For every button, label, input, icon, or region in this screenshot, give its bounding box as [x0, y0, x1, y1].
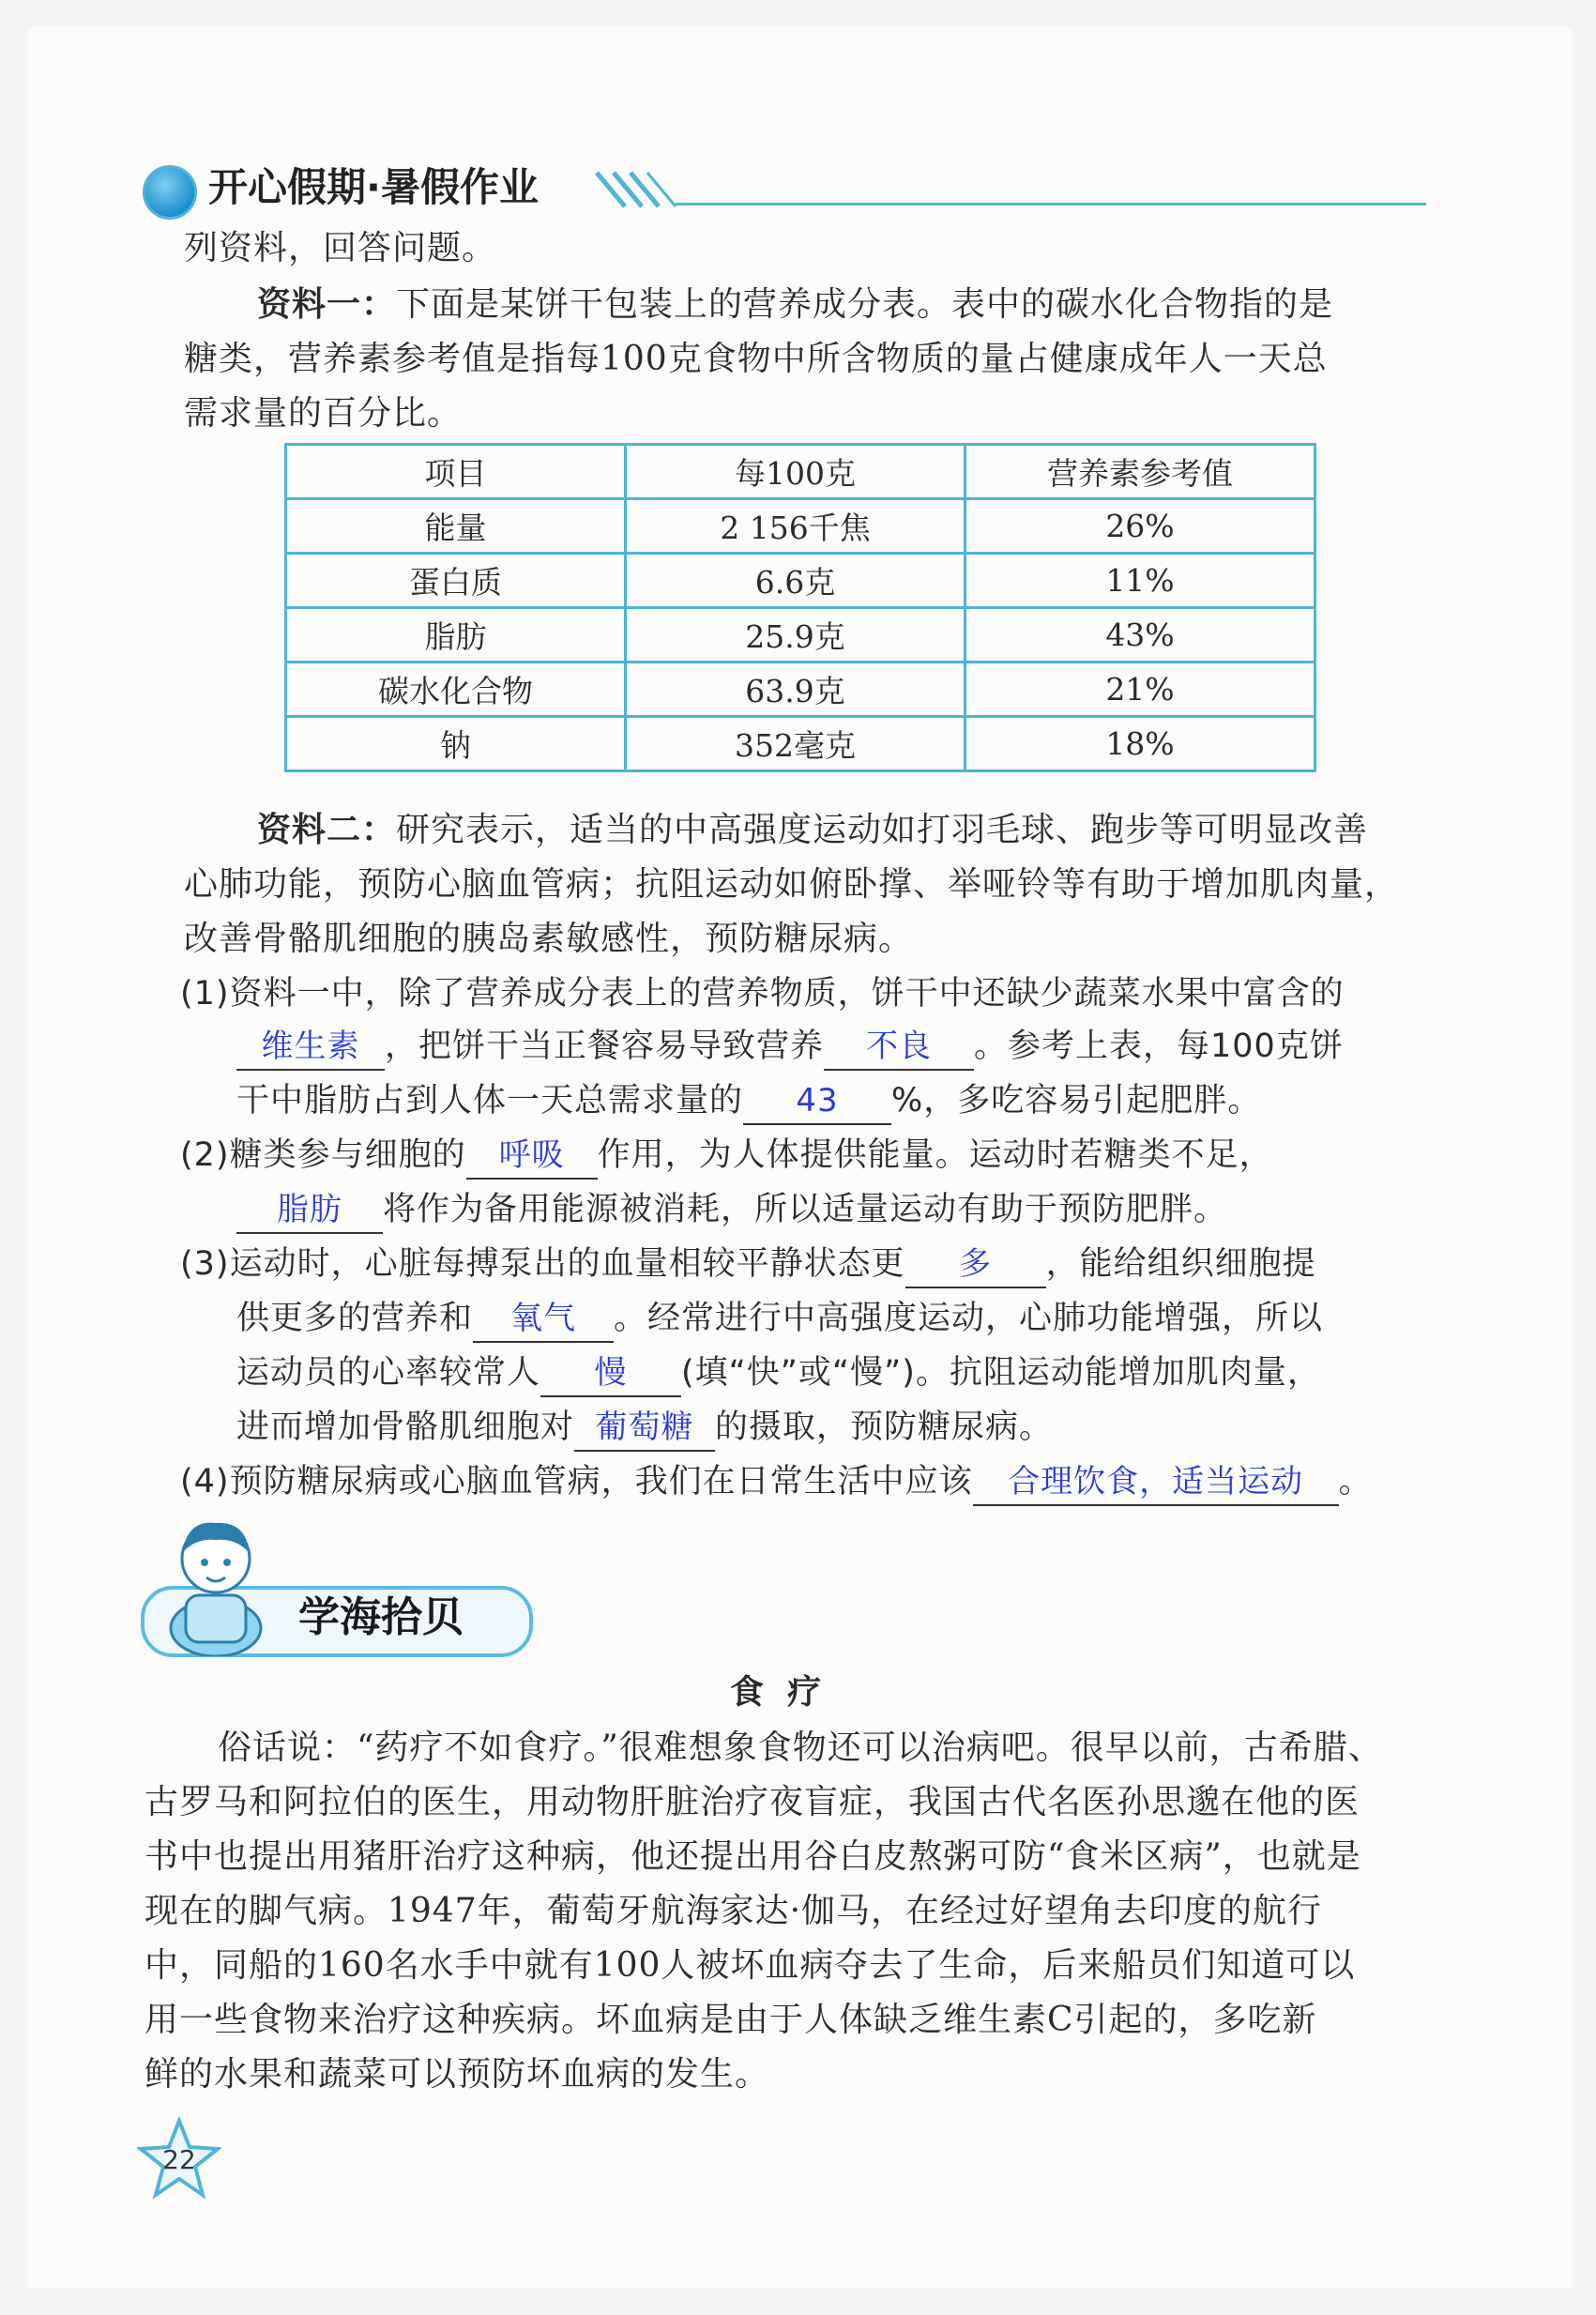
material1-line-3: 需求量的百分比。: [184, 394, 463, 433]
table-cell: 碳水化合物: [286, 663, 626, 717]
answer-blank-respiration[interactable]: 呼吸: [466, 1136, 598, 1180]
table-cell: 21%: [965, 663, 1315, 717]
material2-line-2: 心肺功能，预防心脑血管病；抗阻运动如俯卧撑、举哑铃等有助于增加肌肉量，: [184, 865, 1400, 904]
answer-blank-vitamin[interactable]: 维生素: [236, 1028, 385, 1071]
material1-label: 资料一：: [257, 285, 397, 324]
table-cell: 26%: [965, 499, 1315, 554]
answer-blank-fat-percent[interactable]: 43: [743, 1082, 891, 1125]
answer-blank-advice[interactable]: 合理饮食，适当运动: [973, 1463, 1339, 1506]
table-cell: 11%: [965, 554, 1315, 608]
header-title: 开心假期·暑假作业: [208, 164, 539, 210]
table-cell: 63.9克: [626, 663, 965, 717]
q2-line-1: (2)糖类参与细胞的 呼吸 作用，为人体提供能量。运动时若糖类不足，: [180, 1128, 1273, 1182]
table-header-row: [286, 445, 1315, 499]
answer-blank-oxygen[interactable]: 氧气: [473, 1300, 614, 1343]
table-cell: 43%: [965, 608, 1315, 663]
answer-blank-glucose[interactable]: 葡萄糖: [574, 1409, 715, 1452]
q2-line-2: 脂肪 将作为备用能源被消耗，所以适量运动有助于预防肥胖。: [236, 1182, 1227, 1237]
header-bullet-icon: [143, 165, 197, 220]
table-cell: 352毫克: [626, 717, 965, 771]
table-row: [286, 663, 1315, 717]
article-line-5: 中，同船的160名水手中就有100人被坏血病夺去了生命，后来船员们知道可以: [144, 1946, 1356, 1985]
boy-mascot-icon: [150, 1506, 281, 1656]
q1-line-3: 干中脂肪占到人体一天总需求量的 43 %，多吃容易引起肥胖。: [236, 1074, 1261, 1128]
answer-blank-more[interactable]: 多: [905, 1245, 1046, 1288]
material2-label: 资料二：: [257, 811, 397, 849]
q1-line-2: 维生素 ，把饼干当正餐容易导致营养 不良 。参考上表，每100克饼: [236, 1019, 1344, 1074]
table-header: 营养素参考值: [965, 445, 1315, 499]
page-number: 22: [162, 2144, 196, 2175]
table-row: [286, 554, 1315, 608]
table-cell: 18%: [965, 717, 1315, 771]
answer-blank-malnutrition[interactable]: 不良: [824, 1028, 974, 1071]
table-row: [286, 608, 1315, 663]
table-cell: 6.6克: [626, 554, 965, 608]
table-cell: 脂肪: [286, 608, 626, 663]
material1-line-1: 资料一：下面是某饼干包装上的营养成分表。表中的碳水化合物指的是: [257, 285, 1334, 324]
section-title: 学海拾贝: [298, 1593, 464, 1641]
q3-line-2: 供更多的营养和 氧气 。经常进行中高强度运动，心肺功能增强，所以: [236, 1291, 1323, 1346]
intro-line: 列资料，回答问题。: [184, 229, 497, 267]
header-divider: [676, 203, 1426, 206]
table-cell: 2 156千焦: [626, 499, 965, 554]
article-line-6: 用一些食物来治疗这种疾病。坏血病是由于人体缺乏维生素C引起的，多吃新: [144, 2001, 1317, 2039]
material1-line-2: 糖类，营养素参考值是指每100克食物中所含物质的量占健康成年人一天总: [184, 340, 1328, 378]
q3-line-3: 运动员的心率较常人 慢 (填“快”或“慢”)。抗阻运动能增加肌肉量，: [236, 1346, 1321, 1400]
table-cell: 蛋白质: [286, 554, 626, 608]
article-line-3: 书中也提出用猪肝治疗这种病，他还提出用谷白皮熬粥可防“食米区病”，也就是: [144, 1837, 1361, 1876]
q4-line-1: (4)预防糖尿病或心脑血管病，我们在日常生活中应该 合理饮食，适当运动 。: [180, 1454, 1373, 1509]
header-stripes-icon: [593, 167, 677, 212]
article-line-2: 古罗马和阿拉伯的医生，用动物肝脏治疗夜盲症，我国古代名医孙思邈在他的医: [144, 1783, 1360, 1821]
answer-blank-fat[interactable]: 脂肪: [236, 1191, 383, 1234]
table-cell: 钠: [286, 717, 626, 771]
material2-line-1: 资料二：研究表示，适当的中高强度运动如打羽毛球、跑步等可明显改善: [257, 811, 1369, 849]
table-row: [286, 717, 1315, 771]
article-title: 食 疗: [730, 1673, 822, 1712]
nutrition-table: [284, 443, 1316, 772]
q1-line-1: (1)资料一中，除了营养成分表上的营养物质，饼干中还缺少蔬菜水果中富含的: [180, 975, 1345, 1013]
table-cell: 25.9克: [626, 608, 965, 663]
table-header: 每100克: [626, 445, 965, 499]
q3-line-1: (3)运动时，心脏每搏泵出的血量相较平静状态更 多 ，能给组织细胞提: [180, 1237, 1316, 1291]
material2-line-3: 改善骨骼肌细胞的胰岛素敏感性，预防糖尿病。: [184, 920, 914, 958]
article-line-4: 现在的脚气病。1947年，葡萄牙航海家达·伽马，在经过好望角去印度的航行: [144, 1892, 1323, 1930]
article-line-7: 鲜的水果和蔬菜可以预防坏血病的发生。: [144, 2055, 770, 2094]
article-line-1: 俗话说：“药疗不如食疗。”很难想象食物还可以治病吧。很早以前，古希腊、: [218, 1729, 1383, 1767]
answer-blank-slow[interactable]: 慢: [540, 1354, 681, 1397]
table-row: [286, 499, 1315, 554]
table-header: 项目: [286, 445, 626, 499]
table-cell: 能量: [286, 499, 626, 554]
q3-line-4: 进而增加骨骼肌细胞对 葡萄糖 的摄取，预防糖尿病。: [236, 1400, 1053, 1454]
